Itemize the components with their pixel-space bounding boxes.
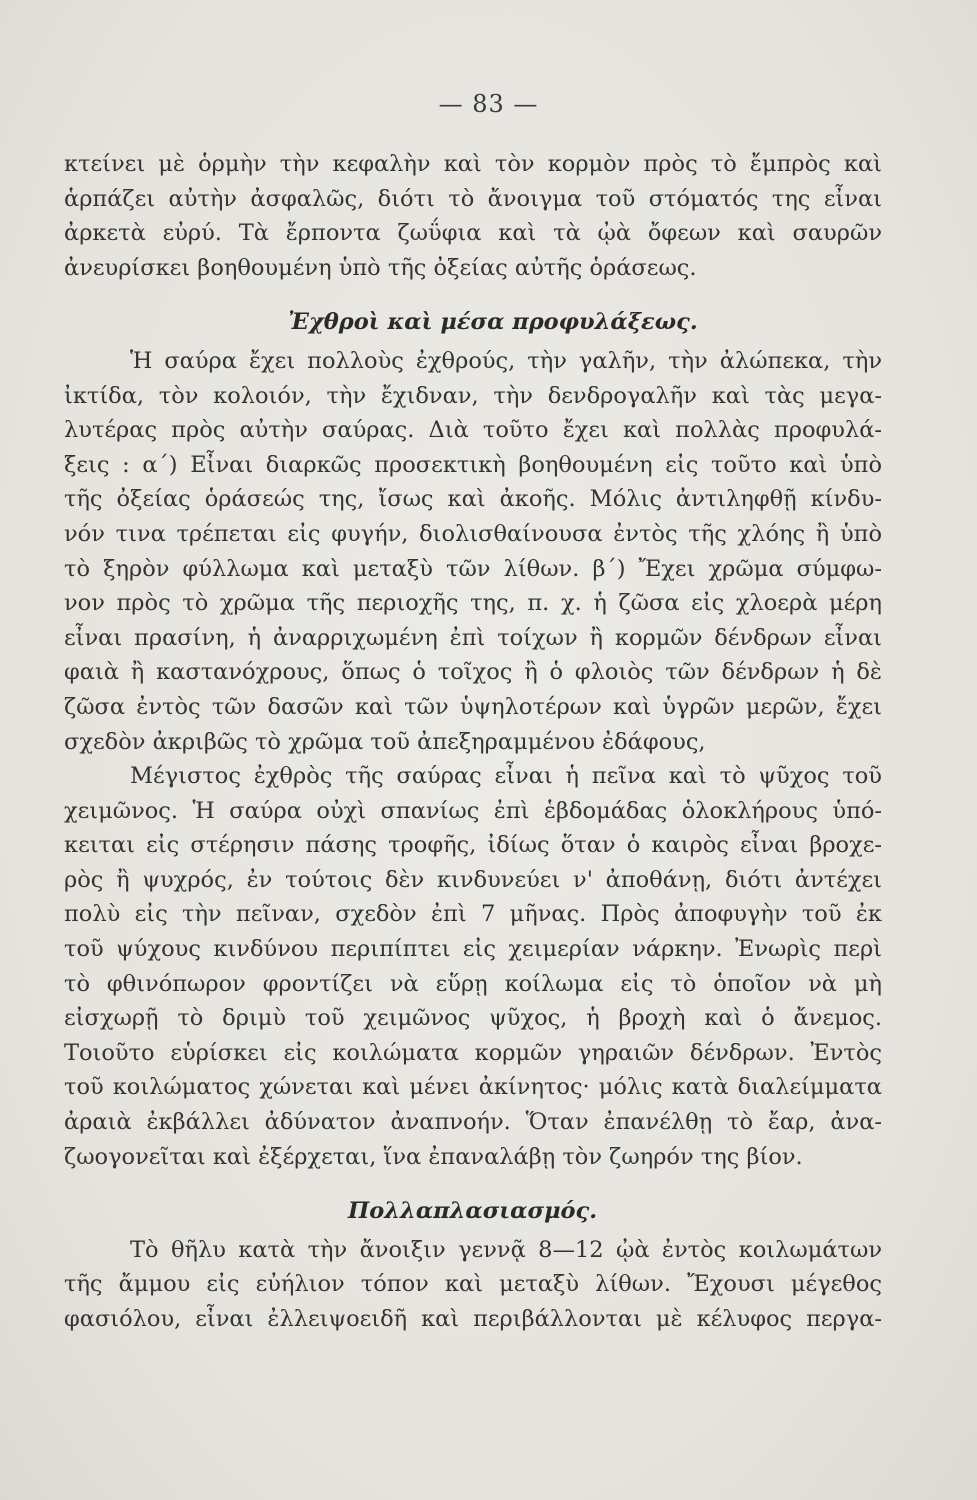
text-line: ξεις : α΄) Εἶναι διαρκῶς προσεκτικὴ βοηθουμένη εἰς τοῦτο καὶ ὑπὸ <box>64 451 882 478</box>
text-line: νον πρὸς τὸ χρῶμα τῆς περιοχῆς της, π. χ. ἡ ζῶσα εἰς χλοερὰ μέρη <box>64 590 882 617</box>
text-line: φασιόλου, εἶναι ἐλλειψοειδῆ καὶ περιβάλλονται μὲ κέλυφος περγα- <box>64 1306 882 1332</box>
text-line: τῆς ὀξείας ὁράσεώς της, ἴσως καὶ ἀκοῆς. Μόλις ἀντιληφθῇ κίνδυ- <box>64 486 882 513</box>
paragraph-enemies <box>64 344 882 759</box>
text-line: Τὸ θῆλυ κατὰ τὴν ἄνοιξιν γεννᾷ 8—12 ᾠὰ ἐντὸς κοιλωμάτων <box>130 1236 882 1263</box>
text-line: εἰσχωρῇ τὸ δριμὺ τοῦ χειμῶνος ψῦχος, ἡ βροχὴ καὶ ὁ ἄνεμος. <box>64 1005 882 1032</box>
text-line: ζωογονεῖται καὶ ἐξέρχεται, ἵνα ἐπαναλάβῃ τὸν ζωηρόν της βίον. <box>64 1143 803 1170</box>
text-line: ζῶσα ἐντὸς τῶν δασῶν καὶ τῶν ὑψηλοτέρων καὶ ὑγρῶν μερῶν, ἔχει <box>64 693 882 720</box>
page-number: — 83 — <box>438 90 539 118</box>
text-line: Ἡ σαύρα ἔχει πολλοὺς ἐχθρούς, τὴν γαλῆν, τὴν ἀλώπεκα, τὴν <box>130 347 882 374</box>
text-line: λυτέρας πρὸς αὐτὴν σαύρας. Διὰ τοῦτο ἔχει καὶ πολλὰς προφυλά- <box>64 417 882 444</box>
text-line: νόν τινα τρέπεται εἰς φυγήν, διολισθαίνουσα ἐντὸς τῆς χλόης ἢ ὑπὸ <box>64 520 882 547</box>
text-line: ἀραιὰ ἐκβάλλει ἀδύνατον ἀναπνοήν. Ὅταν ἐπανέλθῃ τὸ ἔαρ, ἀνα- <box>64 1109 882 1136</box>
text-line: τοῦ κοιλώματος χώνεται καὶ μένει ἀκίνητος· μόλις κατὰ διαλείμματα <box>64 1074 882 1101</box>
paragraph-lizard-feeding <box>64 147 882 285</box>
paragraph-hunger-cold <box>64 759 882 1174</box>
text-line: πολὺ εἰς τὴν πεῖναν, σχεδὸν ἐπὶ 7 μῆνας. Πρὸς ἀποφυγὴν τοῦ ἐκ <box>64 901 882 928</box>
text-line: Μέγιστος ἐχθρὸς τῆς σαύρας εἶναι ἡ πεῖνα καὶ τὸ ψῦχος τοῦ <box>130 763 882 790</box>
text-line: Τοιοῦτο εὑρίσκει εἰς κοιλώματα κορμῶν γηραιῶν δένδρων. Ἐντὸς <box>64 1039 882 1066</box>
section-heading-enemies: Ἐχθροὶ καὶ μέσα προφυλάξεως. <box>288 309 698 336</box>
page-body <box>64 147 882 1337</box>
text-line: χειμῶνος. Ἡ σαύρα οὐχὶ σπανίως ἐπὶ ἑβδομάδας ὁλοκλήρους ὑπό- <box>64 797 882 824</box>
text-line: κτείνει μὲ ὁρμὴν τὴν κεφαλὴν καὶ τὸν κορμὸν πρὸς τὸ ἔμπρὸς καὶ <box>64 151 882 177</box>
text-line: τὸ φθινόπωρον φροντίζει νὰ εὕρῃ κοίλωμα εἰς τὸ ὁποῖον νὰ μὴ <box>64 970 882 997</box>
text-line: τοῦ ψύχους κινδύνου περιπίπτει εἰς χειμερίαν νάρκην. Ἐνωρὶς περὶ <box>64 936 882 963</box>
text-line: ἰκτίδα, τὸν κολοιόν, τὴν ἔχιδναν, τὴν δενδρογαλῆν καὶ τὰς μεγα- <box>64 382 882 409</box>
text-line: ἁρπάζει αὐτὴν ἀσφαλῶς, διότι τὸ ἄνοιγμα τοῦ στόματός της εἶναι <box>64 185 882 212</box>
text-line: τὸ ξηρὸν φύλλωμα καὶ μεταξὺ τῶν λίθων. β΄) Ἔχει χρῶμα σύμφω- <box>64 555 882 582</box>
text-line: ἀνευρίσκει βοηθουμένη ὑπὸ τῆς ὀξείας αὐτῆς ὁράσεως. <box>64 254 697 281</box>
section-heading-reproduction: Πολλαπλασιασμός. <box>348 1198 598 1225</box>
text-line: ρὸς ἢ ψυχρός, ἐν τούτοις δὲν κινδυνεύει ν' ἀποθάνῃ, διότι ἀντέχει <box>64 866 882 893</box>
text-line: φαιὰ ἢ καστανόχρους, ὅπως ὁ τοῖχος ἢ ὁ φλοιὸς τῶν δένδρων ἡ δὲ <box>64 659 882 686</box>
text-line: εἶναι πρασίνη, ἡ ἀναρριχωμένη ἐπὶ τοίχων ἢ κορμῶν δένδρων εἶναι <box>64 624 882 651</box>
text-line: σχεδὸν ἀκριβῶς τὸ χρῶμα τοῦ ἀπεξηραμμένου ἐδάφους, <box>64 728 706 755</box>
text-line: ἀρκετὰ εὐρύ. Τὰ ἔρποντα ζωΰφια καὶ τὰ ᾠὰ ὄφεων καὶ σαυρῶν <box>64 220 882 247</box>
text-line: τῆς ἄμμου εἰς εὐήλιον τόπον καὶ μεταξὺ λίθων. Ἔχουσι μέγεθος <box>64 1271 882 1298</box>
paragraph-reproduction <box>64 1233 882 1337</box>
text-line: κειται εἰς στέρησιν πάσης τροφῆς, ἰδίως ὅταν ὁ καιρὸς εἶναι βροχε- <box>64 832 882 859</box>
